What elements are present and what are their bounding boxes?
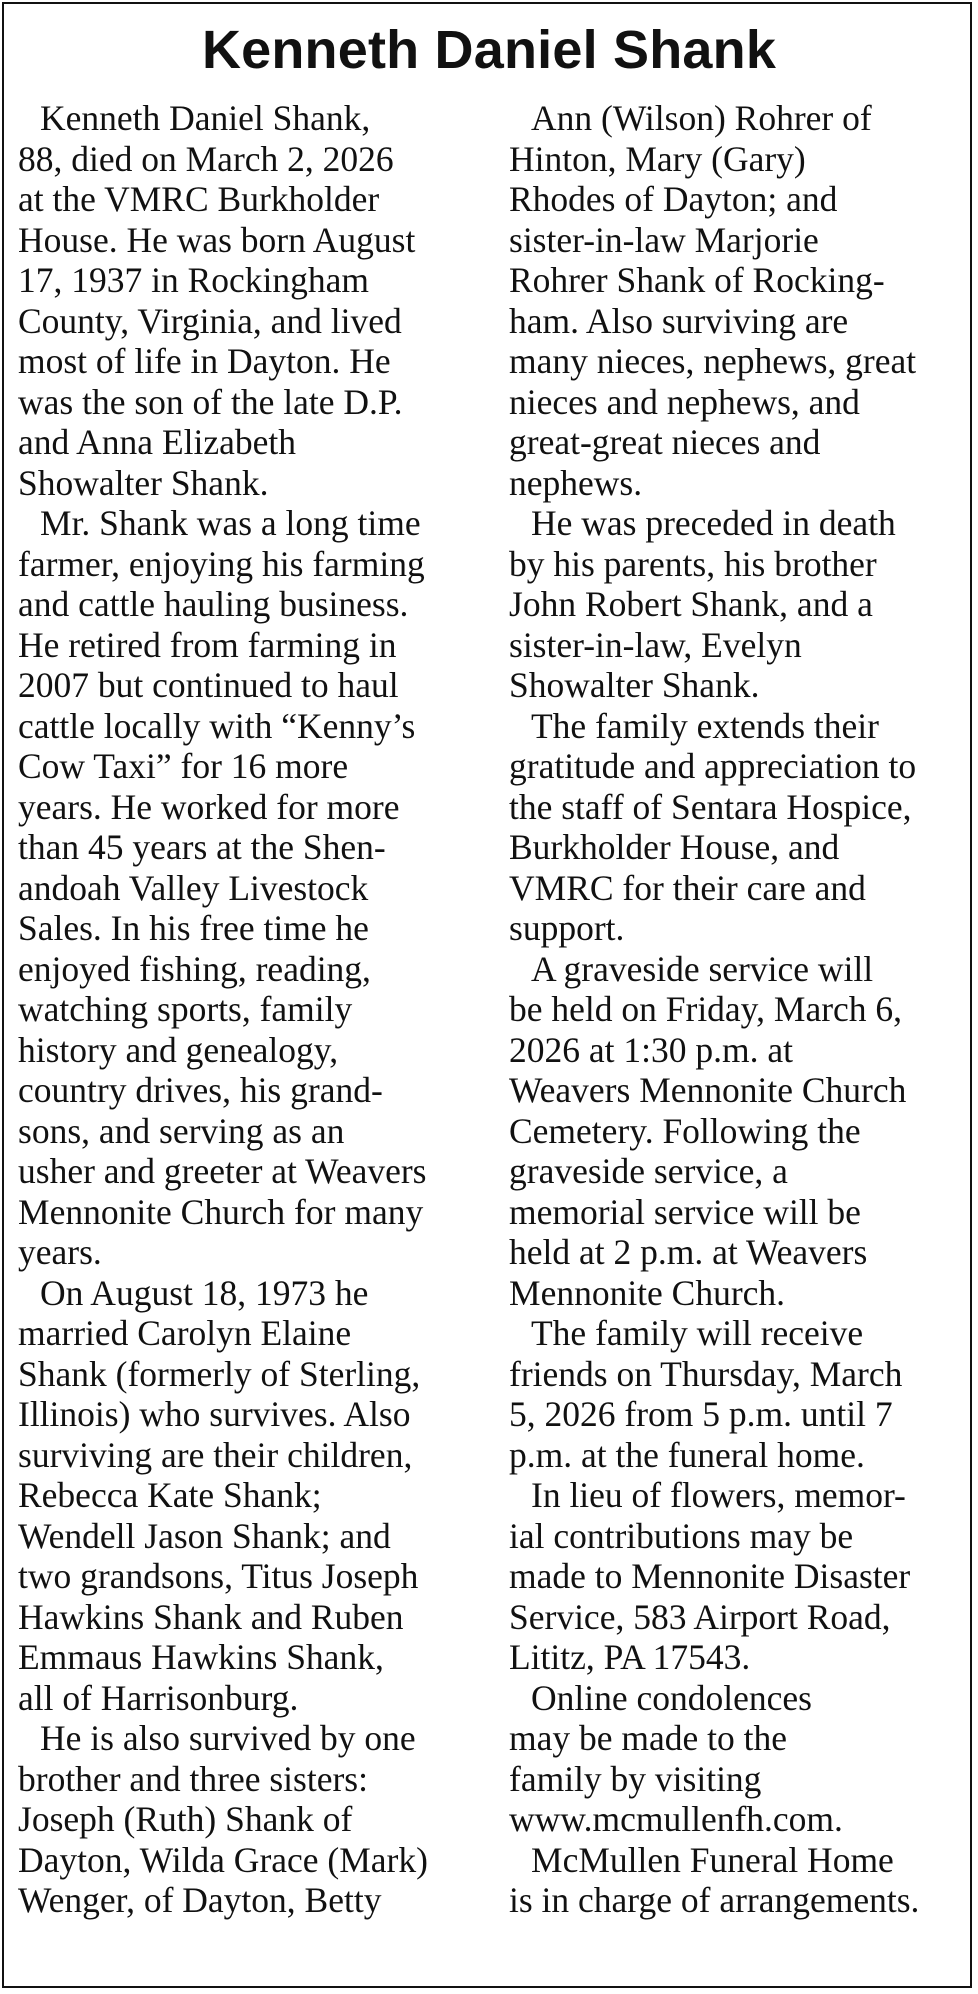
- paragraph-siblings: He is also survived by one brother and three sisters: Joseph (Ruth) Shank of Dayton, Wilda Grace (Mark) Wenger, of Dayton, Betty: [18, 1718, 428, 1920]
- right-column: [509, 98, 971, 1921]
- paragraph-graveside-service: A graveside service will be held on Friday, March 6, 2026 at 1:30 p.m. at Weavers Mennonite Church Cemetery. Following the graveside service, a memorial service will be held at 2 p.m. at Weavers Mennonite Church.: [509, 948, 907, 1313]
- paragraph-death-and-birth: Kenneth Daniel Shank, 88, died on March 2, 2026 at the VMRC Burkholder House. He was born August 17, 1937 in Rockingham County, Virginia, and lived most of life in Dayton. He was the son of the late D.P. and Anna Elizabeth Showalter Shank.: [18, 98, 416, 503]
- paragraph-memorial-contributions: In lieu of flowers, memor- ial contributions may be made to Mennonite Disaster Service, 583 Airport Road, Lititz, PA 17543.: [509, 1475, 911, 1677]
- left-column: [18, 98, 496, 1921]
- paragraph-siblings-continued: Ann (Wilson) Rohrer of Hinton, Mary (Gary) Rhodes of Dayton; and sister-in-law Marjorie Rohrer Shank of Rocking- ham. Also surviving are many nieces, nephews, great nieces and nephews, and great-great nieces and nephews.: [509, 98, 917, 503]
- paragraph-visitation: The family will receive friends on Thursday, March 5, 2026 from 5 p.m. until 7 p.m. at the funeral home.: [509, 1313, 903, 1475]
- paragraph-preceded-in-death: He was preceded in death by his parents, his brother John Robert Shank, and a sister-in-law, Evelyn Showalter Shank.: [509, 503, 896, 705]
- paragraph-marriage-and-family: On August 18, 1973 he married Carolyn Elaine Shank (formerly of Sterling, Illinois) who survives. Also surviving are their children, Rebecca Kate Shank; Wendell Jason Shank; and two grandsons, Titus Joseph Hawkins Shank and Ruben Emmaus Hawkins Shank, all of Harrisonburg.: [18, 1272, 421, 1718]
- obituary-frame: [2, 2, 972, 1988]
- paragraph-funeral-home: McMullen Funeral Home is in charge of arrangements.: [509, 1839, 920, 1920]
- paragraph-gratitude: The family extends their gratitude and appreciation to the staff of Sentara Hospice, Burkholder House, and VMRC for their care and support.: [509, 705, 917, 948]
- paragraph-career-and-hobbies: Mr. Shank was a long time farmer, enjoying his farming and cattle hauling business. He retired from farming in 2007 but continued to haul cattle locally with “Kenny’s Cow Taxi” for 16 more years. He worked for more than 45 years at the Shen- andoah Valley Livestock Sales. In his free time he enjoyed fishing, reading, watching sports, family history and genealogy, country drives, his grand- sons, and serving as an usher and greeter at Weavers Mennonite Church for many years.: [18, 503, 427, 1272]
- obituary-title: Kenneth Daniel Shank: [201, 20, 777, 80]
- paragraph-online-condolences: Online condolences may be made to the family by visiting www.mcmullenfh.com.: [509, 1677, 843, 1839]
